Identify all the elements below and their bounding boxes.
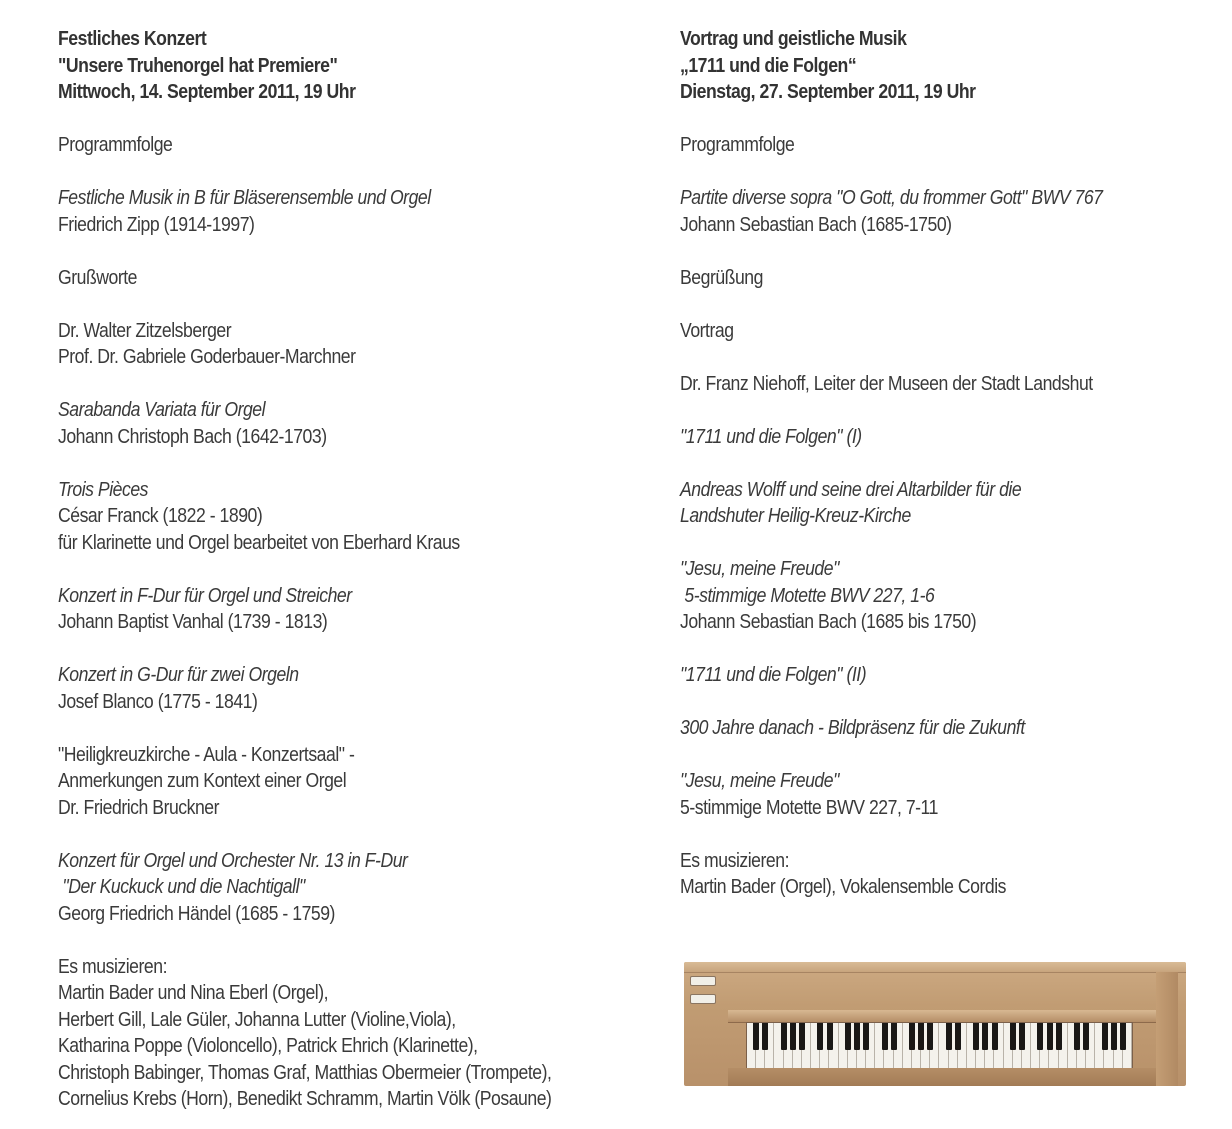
left-program-line: für Klarinette und Orgel bearbeitet von Eberhard Kraus: [58, 530, 460, 554]
spacer: [58, 371, 658, 398]
left-program-line: Prof. Dr. Gabriele Goderbauer-Marchner: [58, 345, 356, 368]
black-key: [1010, 1023, 1016, 1050]
right-program-line: Programmfolge: [680, 133, 795, 156]
spacer: [58, 159, 658, 186]
black-key: [918, 1023, 924, 1050]
right-program-line: "Jesu, meine Freude": [680, 769, 839, 792]
left-program-line: Konzert in F-Dur für Orgel und Streicher: [58, 583, 352, 607]
black-key: [982, 1023, 988, 1050]
left-program-line: "Der Kuckuck und die Nachtigall": [58, 875, 305, 898]
black-key: [817, 1023, 823, 1050]
black-key: [1074, 1023, 1080, 1050]
organ-side-panel: [1156, 972, 1178, 1086]
right-program-line: 5-stimmige Motette BWV 227, 7-11: [680, 795, 938, 819]
spacer: [58, 238, 658, 265]
spacer: [58, 450, 658, 477]
right-program-line: "1711 und die Folgen" (II): [680, 663, 867, 686]
black-key: [1037, 1023, 1043, 1050]
spacer: [680, 106, 1220, 133]
black-key: [762, 1023, 768, 1050]
left-program-line: "Unsere Truhenorgel hat Premiere": [58, 53, 338, 77]
black-key: [845, 1023, 851, 1050]
left-program-line: Cornelius Krebs (Horn), Benedikt Schramm, Martin Völk (Posaune): [58, 1087, 552, 1110]
right-program-line: Begrüßung: [680, 265, 763, 289]
spacer: [680, 530, 1220, 557]
black-key: [1019, 1023, 1025, 1050]
black-key: [1102, 1023, 1108, 1050]
spacer: [58, 927, 658, 954]
spacer: [58, 291, 658, 318]
black-key: [854, 1023, 860, 1050]
organ-front-panel: [728, 1068, 1178, 1086]
spacer: [680, 742, 1220, 769]
black-key: [909, 1023, 915, 1050]
right-program-line: Es musizieren:: [680, 848, 789, 872]
left-program-line: Herbert Gill, Lale Güler, Johanna Lutter (Violine,Viola),: [58, 1007, 456, 1031]
left-program-line: Sarabanda Variata für Orgel: [58, 398, 266, 421]
right-program-line: Martin Bader (Orgel), Vokalensemble Cordis: [680, 875, 1007, 898]
black-key: [973, 1023, 979, 1050]
right-program-line: 300 Jahre danach - Bildpräsenz für die Zukunft: [680, 716, 1025, 739]
left-program-line: César Franck (1822 - 1890): [58, 504, 263, 527]
right-program-line: Dienstag, 27. September 2011, 19 Uhr: [680, 80, 976, 103]
spacer: [680, 689, 1220, 716]
organ-keyboard-photo: [684, 962, 1186, 1086]
black-key: [863, 1023, 869, 1050]
left-program-line: Friedrich Zipp (1914-1997): [58, 212, 255, 236]
black-key: [882, 1023, 888, 1050]
right-program-line: Partite diverse sopra "O Gott, du frommer Gott" BWV 767: [680, 186, 1103, 209]
right-program-line: Dr. Franz Niehoff, Leiter der Museen der Stadt Landshut: [680, 371, 1093, 395]
left-program-line: Christoph Babinger, Thomas Graf, Matthias Obermeier (Trompete),: [58, 1060, 552, 1084]
black-key: [946, 1023, 952, 1050]
right-program-line: Johann Sebastian Bach (1685-1750): [680, 212, 952, 236]
spacer: [58, 821, 658, 848]
left-program-line: Josef Blanco (1775 - 1841): [58, 689, 258, 713]
left-program-line: Martin Bader und Nina Eberl (Orgel),: [58, 981, 329, 1004]
black-key: [992, 1023, 998, 1050]
spacer: [680, 397, 1220, 424]
spacer: [680, 291, 1220, 318]
left-program-line: Dr. Walter Zitzelsberger: [58, 318, 232, 342]
right-program-line: 5-stimmige Motette BWV 227, 1-6: [680, 583, 935, 607]
left-program-line: Konzert in G-Dur für zwei Orgeln: [58, 663, 299, 686]
left-program-line: Katharina Poppe (Violoncello), Patrick Ehrich (Klarinette),: [58, 1034, 478, 1057]
left-program-line: Johann Christoph Bach (1642-1703): [58, 424, 327, 448]
black-key: [753, 1023, 759, 1050]
black-key: [1056, 1023, 1062, 1050]
left-program-line: Johann Baptist Vanhal (1739 - 1813): [58, 610, 328, 633]
right-program-line: "1711 und die Folgen" (I): [680, 424, 862, 448]
spacer: [680, 450, 1220, 477]
spacer: [58, 106, 658, 133]
black-key: [827, 1023, 833, 1050]
black-key: [1120, 1023, 1126, 1050]
spacer: [680, 821, 1220, 848]
right-program-line: Johann Sebastian Bach (1685 bis 1750): [680, 610, 977, 633]
organ-stop-knob: [690, 976, 716, 986]
black-key: [799, 1023, 805, 1050]
spacer: [58, 715, 658, 742]
left-program-line: Es musizieren:: [58, 954, 167, 978]
left-program-line: Mittwoch, 14. September 2011, 19 Uhr: [58, 80, 356, 103]
left-program-column: [58, 26, 658, 1113]
black-key: [1111, 1023, 1117, 1050]
right-program-column: [680, 26, 1220, 901]
black-key: [781, 1023, 787, 1050]
organ-top-rail: [684, 962, 1186, 973]
black-key: [790, 1023, 796, 1050]
black-key: [891, 1023, 897, 1050]
black-key: [1083, 1023, 1089, 1050]
left-program-line: Festliches Konzert: [58, 27, 207, 50]
organ-stop-knob: [690, 994, 716, 1004]
left-program-line: Festliche Musik in B für Bläserensemble und Orgel: [58, 186, 431, 209]
spacer: [680, 238, 1220, 265]
left-program-line: Georg Friedrich Händel (1685 - 1759): [58, 901, 335, 925]
spacer: [680, 636, 1220, 663]
spacer: [680, 159, 1220, 186]
spacer: [680, 344, 1220, 371]
left-program-line: Programmfolge: [58, 133, 173, 156]
right-program-line: "Jesu, meine Freude": [680, 557, 839, 580]
left-program-line: "Heiligkreuzkirche - Aula - Konzertsaal" -: [58, 742, 355, 766]
spacer: [58, 556, 658, 583]
black-key: [1047, 1023, 1053, 1050]
black-key: [927, 1023, 933, 1050]
right-program-line: Andreas Wolff und seine drei Altarbilder für die: [680, 477, 1022, 501]
right-program-line: Landshuter Heilig-Kreuz-Kirche: [680, 504, 911, 527]
left-program-line: Grußworte: [58, 265, 138, 289]
right-program-line: „1711 und die Folgen“: [680, 53, 857, 77]
black-key: [955, 1023, 961, 1050]
right-program-line: Vortrag: [680, 318, 734, 342]
left-program-line: Anmerkungen zum Kontext einer Orgel: [58, 769, 347, 792]
left-program-line: Trois Pièces: [58, 477, 149, 501]
left-program-line: Dr. Friedrich Bruckner: [58, 795, 220, 819]
left-program-line: Konzert für Orgel und Orchester Nr. 13 in F-Dur: [58, 848, 408, 872]
spacer: [58, 636, 658, 663]
organ-keys: [746, 1022, 1133, 1070]
right-program-line: Vortrag und geistliche Musik: [680, 27, 907, 50]
